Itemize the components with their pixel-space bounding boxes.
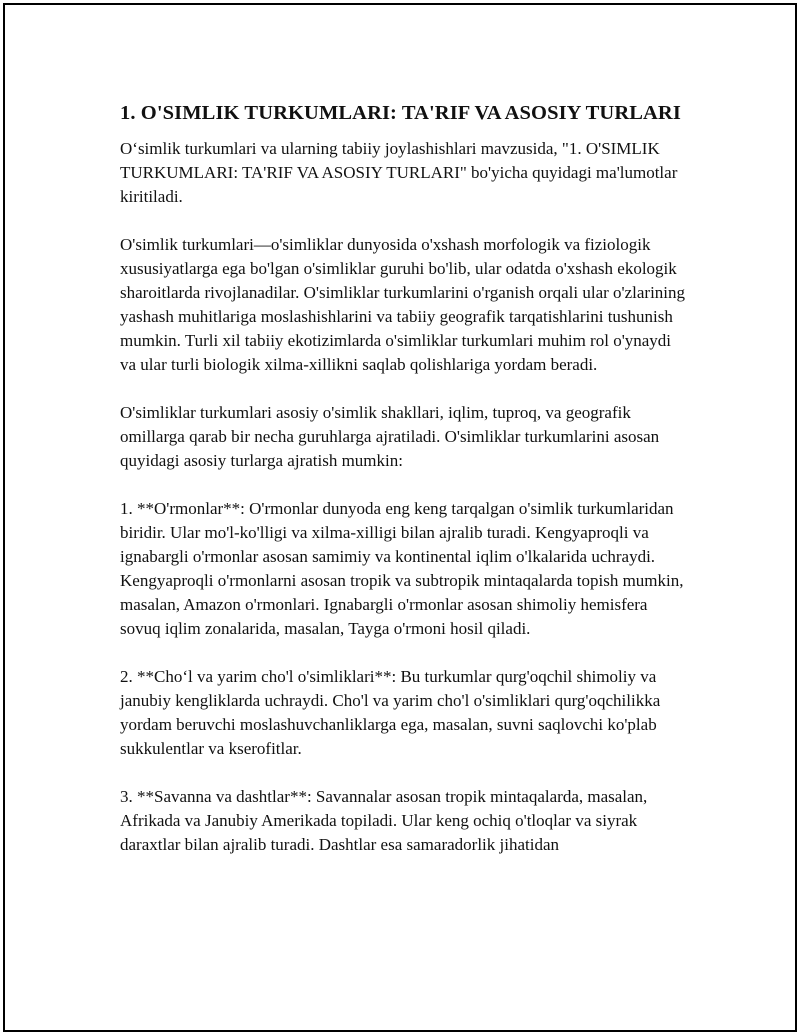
document-body xyxy=(120,99,690,881)
paragraph-definition: O'simlik turkumlari—o'simliklar dunyosida o'xshash morfologik va fiziologik xususiyatlarga ega bo'lgan o'simliklar guruhi bo'lib, ular odatda o'xshash ekologik sharoitlarda rivojlanadilar. O'simliklar turkumlarini o'rganish orqali ular o'zlarining yashash muhitlariga moslashishlarini va tabiiy geografik tarqatishlarini tushunish mumkin. Turli xil tabiiy ekotizimlarda o'simliklar turkumlari muhim rol o'ynaydi va ular turli biologik xilma-xillikni saqlab qolishlariga yordam beradi. xyxy=(120,235,686,374)
page-frame xyxy=(3,3,797,1032)
document-title: 1. O'SIMLIK TURKUMLARI: TA'RIF VA ASOSIY TURLARI xyxy=(120,102,681,124)
paragraph-deserts: 2. **Cho‘l va yarim cho'l o'simliklari**: Bu turkumlar qurg'oqchil shimoliy va janubiy kengliklarda uchraydi. Cho'l va yarim cho'l o'simliklari qurg'oqchilikka yordam beruvchi moslashuvchanliklarga ega, masalan, suvni saqlovchi ko'plab sukkulentlar va kserofitlar. xyxy=(120,667,661,758)
paragraph-classification: O'simliklar turkumlari asosiy o'simlik shakllari, iqlim, tuproq, va geografik omillarga qarab bir necha guruhlarga ajratiladi. O'simliklar turkumlarini asosan quyidagi asosiy turlarga ajratish mumkin: xyxy=(120,403,660,470)
paragraph-intro: O‘simlik turkumlari va ularning tabiiy joylashishlari mavzusida, "1. O'SIMLIK TURKUMLARI: TA'RIF VA ASOSIY TURLARI" bo'yicha quyidagi ma'lumotlar kiritiladi. xyxy=(120,139,678,206)
paragraph-savanna: 3. **Savanna va dashtlar**: Savannalar asosan tropik mintaqalarda, masalan, Afrikada va Janubiy Amerikada topiladi. Ular keng ochiq o'tloqlar va siyrak daraxtlar bilan ajralib turadi. Dashtlar esa samaradorlik jihatidan xyxy=(120,787,648,854)
paragraph-forests: 1. **O'rmonlar**: O'rmonlar dunyoda eng keng tarqalgan o'simlik turkumlaridan biridir. Ular mo'l-ko'lligi va xilma-xilligi bilan ajralib turadi. Kengyaproqli va ignabargli o'rmonlar asosan samimiy va kontinental iqlim o'lkalarida uchraydi. Kengyaproqli o'rmonlarni asosan tropik va subtropik mintaqalarda topish mumkin, masalan, Amazon o'rmonlari. Ignabargli o'rmonlar asosan shimoliy hemisfera sovuq iqlim zonalarida, masalan, Tayga o'rmoni hosil qiladi. xyxy=(120,499,684,638)
